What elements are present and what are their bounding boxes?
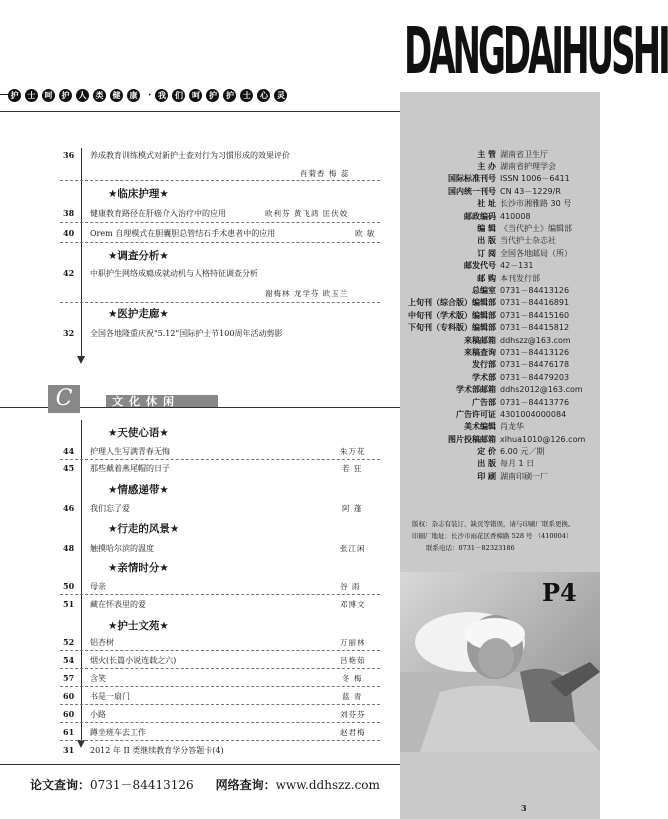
toc-article-link[interactable]: 健康教育路径在肝癌介入治疗中的应用 xyxy=(90,209,226,218)
info-key: 邮发代号 xyxy=(464,261,496,271)
info-key: 国内统一刊号 xyxy=(448,186,496,196)
info-row xyxy=(400,284,600,296)
motto-char: 心 xyxy=(257,89,270,102)
toc-article-link[interactable]: 护理人生写满青春无悔 xyxy=(90,447,170,456)
toc-authors: 蓝 青 xyxy=(342,692,363,701)
toc-article-link[interactable]: 蹲坐班车去工作 xyxy=(90,728,146,737)
copyright-notice xyxy=(412,518,600,554)
info-value: 0731－84416891 xyxy=(500,298,570,308)
toc-page-num: 44 xyxy=(63,446,75,456)
info-value: 0731－84415160 xyxy=(500,310,570,320)
info-key: 邮 购 xyxy=(477,273,496,283)
toc-separator xyxy=(60,686,380,687)
toc-article-link[interactable]: 小路 xyxy=(90,710,106,719)
info-value: 0731－84479203 xyxy=(500,372,570,382)
info-row xyxy=(400,198,600,210)
photo-page-label: P4 xyxy=(542,578,577,607)
toc-authors: 吕艳茹 xyxy=(340,656,366,665)
toc-article-link[interactable]: 铝杏树 xyxy=(90,638,114,647)
info-value: ddhszz@163.com xyxy=(500,335,571,345)
toc-article-link[interactable]: Orem 自理模式在胆囊胆总管结石手术患者中的应用 xyxy=(90,229,276,238)
info-value: 《当代护士》编辑部 xyxy=(500,224,572,234)
info-key: 广告部 xyxy=(472,397,496,407)
toc-page-num: 57 xyxy=(63,673,75,683)
motto-char: 士 xyxy=(25,89,38,102)
info-row xyxy=(400,297,600,309)
motto-char: 护 xyxy=(59,89,72,102)
info-key: 主 管 xyxy=(477,149,496,159)
info-row xyxy=(400,222,600,234)
info-key: 学术部邮箱 xyxy=(456,385,496,395)
toc-authors: 谢梅林 龙学芬 欧玉兰 xyxy=(265,289,349,298)
toc-page-num: 31 xyxy=(63,745,75,755)
toc-authors: 万丽林 xyxy=(340,638,366,647)
info-value: 6.00 元／期 xyxy=(500,447,545,457)
info-key: 广告许可证 xyxy=(456,409,496,419)
info-row xyxy=(400,346,600,358)
toc-authors: 朱万花 xyxy=(340,447,366,456)
info-key: 下旬刊（专科版）编辑部 xyxy=(408,323,496,333)
notice-line: 版权：杂志有装订、缺页等错误，请与印刷厂联系更换。 xyxy=(412,520,575,528)
notice-line: 印刷厂地址：长沙市雨花区香樟路 528 号 （410004） xyxy=(412,532,573,540)
info-row xyxy=(400,371,600,383)
motto-bar xyxy=(8,86,291,104)
motto-char: 护 xyxy=(8,89,21,102)
section-heading: ★调查分析★ xyxy=(108,250,169,262)
culture-title: 文化休闲 xyxy=(112,395,180,408)
toc-article-link[interactable]: 中职护生网络成瘾成就动机与人格特征调查分析 xyxy=(90,269,258,278)
toc-page-num: 45 xyxy=(63,463,75,473)
toc-article-link[interactable]: 书是一扇门 xyxy=(90,692,130,701)
info-key: 印 刷 xyxy=(477,471,496,481)
info-row xyxy=(400,408,600,420)
info-row xyxy=(400,396,600,408)
info-row xyxy=(400,185,600,197)
section-heading: ★临床护理★ xyxy=(108,188,169,200)
info-value: 本刊发行部 xyxy=(500,273,540,283)
toc-page-num: 40 xyxy=(63,228,75,238)
info-value: 0731－84413776 xyxy=(500,397,570,407)
toc-page-num: 48 xyxy=(63,543,75,553)
info-key: 定 价 xyxy=(477,447,496,457)
info-value: 每月 1 日 xyxy=(500,459,535,469)
info-key: 来稿邮箱 xyxy=(464,335,496,345)
info-key: 编 辑 xyxy=(477,224,496,234)
toc-authors: 赵君梅 xyxy=(340,728,366,737)
toc-authors: 冬 梅 xyxy=(342,674,363,683)
toc-authors: 阿 蓬 xyxy=(342,504,363,513)
toc-separator xyxy=(60,668,380,669)
toc-separator xyxy=(60,459,380,460)
toc-separator xyxy=(60,594,380,595)
journal-logo: DANGDAIHUSHI xyxy=(404,14,668,90)
paper-query-phone: 0731－84413126 xyxy=(90,778,194,792)
motto-char: 康 xyxy=(127,89,140,102)
arrow-down-icon xyxy=(77,356,85,364)
info-key: 社 址 xyxy=(477,199,496,209)
toc-article-link[interactable]: 养成教育训练模式对新护士查对行为习惯形成的效果评价 xyxy=(90,151,290,160)
toc-authors: 肖菊香 梅 蕊 xyxy=(300,169,350,178)
info-value: 全国各地邮局（所） xyxy=(500,248,572,258)
info-value: 当代护士杂志社 xyxy=(500,236,556,246)
toc-authors: 欧利芬 黄飞鸿 匡伏姣 xyxy=(265,209,349,218)
info-value: 湖南省卫生厅 xyxy=(500,149,548,159)
info-row xyxy=(400,210,600,222)
info-key: 出 版 xyxy=(477,459,496,469)
info-value: CN 43－1229/R xyxy=(500,186,561,196)
publication-info xyxy=(400,148,600,483)
info-key: 邮政编码 xyxy=(464,211,496,221)
toc-article-link[interactable]: 我们忘了爱 xyxy=(90,504,130,513)
info-row xyxy=(400,470,600,482)
toc-article-link[interactable]: 含笑 xyxy=(90,674,106,683)
info-key: 学术部 xyxy=(472,372,496,382)
toc-authors: 欧 敏 xyxy=(355,229,376,238)
info-value: ddhs2012@163.com xyxy=(500,385,583,395)
web-query-label: 网络查询： xyxy=(215,778,276,792)
footer xyxy=(30,776,380,793)
section-heading: ★医护走廊★ xyxy=(108,308,169,320)
toc-separator xyxy=(60,704,380,705)
info-row xyxy=(400,272,600,284)
motto-separator: · xyxy=(148,89,152,101)
info-row xyxy=(400,334,600,346)
info-row xyxy=(400,321,600,333)
info-value: 长沙市湘雅路 30 号 xyxy=(500,199,572,209)
culture-section-banner xyxy=(0,381,400,415)
info-key: 国际标准刊号 xyxy=(448,174,496,184)
web-query xyxy=(216,776,380,793)
toc-page-num: 32 xyxy=(63,328,75,338)
toc-page-num: 36 xyxy=(63,150,75,160)
info-value: 0731－84413126 xyxy=(500,285,570,295)
info-key: 图片投稿邮箱 xyxy=(448,434,496,444)
info-key: 美术编辑 xyxy=(464,422,496,432)
paper-query xyxy=(30,776,194,793)
info-row xyxy=(400,160,600,172)
toc-page-num: 51 xyxy=(63,599,75,609)
toc-separator xyxy=(60,650,380,651)
toc-page-num: 42 xyxy=(63,268,75,278)
info-row xyxy=(400,148,600,160)
motto-char: 灵 xyxy=(274,89,287,102)
info-row xyxy=(400,445,600,457)
info-row xyxy=(400,235,600,247)
toc-separator xyxy=(60,180,380,181)
toc-article-link[interactable]: 2012 年 II 类继续教育学分答题卡(4) xyxy=(90,746,224,755)
section-heading: ★情感递带★ xyxy=(108,484,169,496)
toc-authors: 张江闲 xyxy=(340,544,366,553)
info-key: 来稿查询 xyxy=(464,347,496,357)
motto-char: 类 xyxy=(93,89,106,102)
toc-article-link[interactable]: 藏在怀表里的爱 xyxy=(90,600,146,609)
info-value: xlhua1010@126.com xyxy=(500,434,586,444)
toc-article-link[interactable]: 触摸哈尔滨的温度 xyxy=(90,544,154,553)
toc-authors: 刘芬芬 xyxy=(340,710,366,719)
info-row xyxy=(400,309,600,321)
motto-char: 护 xyxy=(206,89,219,102)
motto-char: 护 xyxy=(223,89,236,102)
info-row xyxy=(400,421,600,433)
section-heading: ★天使心语★ xyxy=(108,427,169,439)
toc-article-link[interactable]: 烟火(长篇小说连载之六) xyxy=(90,656,177,665)
toc-separator xyxy=(60,302,380,303)
motto-char: 我 xyxy=(155,89,168,102)
info-value: 410008 xyxy=(500,211,531,221)
info-row xyxy=(400,173,600,185)
info-row xyxy=(400,260,600,272)
info-row xyxy=(400,247,600,259)
divider xyxy=(0,111,400,112)
motto-char: 们 xyxy=(172,89,185,102)
toc-page-num: 50 xyxy=(63,581,75,591)
info-key: 发行部 xyxy=(472,360,496,370)
masthead xyxy=(400,0,668,92)
toc-separator xyxy=(60,722,380,723)
toc-page-num: 61 xyxy=(63,727,75,737)
toc-authors: 谷 雨 xyxy=(340,582,361,591)
toc-page-num: 38 xyxy=(63,208,75,218)
info-row xyxy=(400,458,600,470)
notice-line: 联系电话：0731－82323186 xyxy=(426,544,515,552)
toc-separator xyxy=(60,242,380,243)
motto-char: 健 xyxy=(110,89,123,102)
toc-page-num: 60 xyxy=(63,709,75,719)
toc-article-link[interactable]: 那些戴着燕尾帽的日子 xyxy=(90,464,170,473)
motto-char: 人 xyxy=(76,89,89,102)
page-number: 3 xyxy=(521,803,527,813)
info-key: 主 办 xyxy=(477,162,496,172)
info-value: ISSN 1006－6411 xyxy=(500,174,570,184)
info-value: 0731－84415812 xyxy=(500,323,570,333)
info-key: 总编室 xyxy=(472,285,496,295)
info-value: 0731－84476178 xyxy=(500,360,570,370)
toc-page-num: 46 xyxy=(63,503,75,513)
motto-char: 呵 xyxy=(189,89,202,102)
toc-article-link[interactable]: 全国各地隆重庆祝"5.12"国际护士节100周年活动剪影 xyxy=(90,329,283,338)
info-key: 出 版 xyxy=(477,236,496,246)
info-key: 上旬刊（综合版）编辑部 xyxy=(408,298,496,308)
info-key: 订 阅 xyxy=(477,248,496,258)
info-row xyxy=(400,359,600,371)
info-value: 0731－84413126 xyxy=(500,347,570,357)
motto-char: 士 xyxy=(240,89,253,102)
info-row xyxy=(400,383,600,395)
toc-article-link[interactable]: 母亲 xyxy=(90,582,106,591)
toc-page-num: 60 xyxy=(63,691,75,701)
web-query-link[interactable]: www.ddhszz.com xyxy=(275,778,380,792)
motto-char: 呵 xyxy=(42,89,55,102)
section-heading: ★行走的风景★ xyxy=(108,523,180,535)
section-heading: ★亲情时分★ xyxy=(108,562,169,574)
toc-authors: 若 狂 xyxy=(342,464,363,473)
info-value: 肖龙华 xyxy=(500,422,524,432)
toc-separator xyxy=(60,740,380,741)
toc-page-num: 52 xyxy=(63,637,75,647)
info-value: 湖南省护理学会 xyxy=(500,162,556,172)
info-value: 4301004000084 xyxy=(500,409,567,419)
toc-authors: 邓博文 xyxy=(340,600,366,609)
info-row xyxy=(400,433,600,445)
toc-page-num: 54 xyxy=(63,655,75,665)
toc-separator xyxy=(60,222,380,223)
info-value: 湖南印刷一厂 xyxy=(500,471,548,481)
divider xyxy=(0,764,400,765)
section-letter: C xyxy=(48,385,80,413)
info-value: 42－131 xyxy=(500,261,534,271)
info-key: 中旬刊（学术版）编辑部 xyxy=(408,310,496,320)
section-heading: ★护士文苑★ xyxy=(108,620,169,632)
paper-query-label: 论文查询： xyxy=(30,778,91,792)
